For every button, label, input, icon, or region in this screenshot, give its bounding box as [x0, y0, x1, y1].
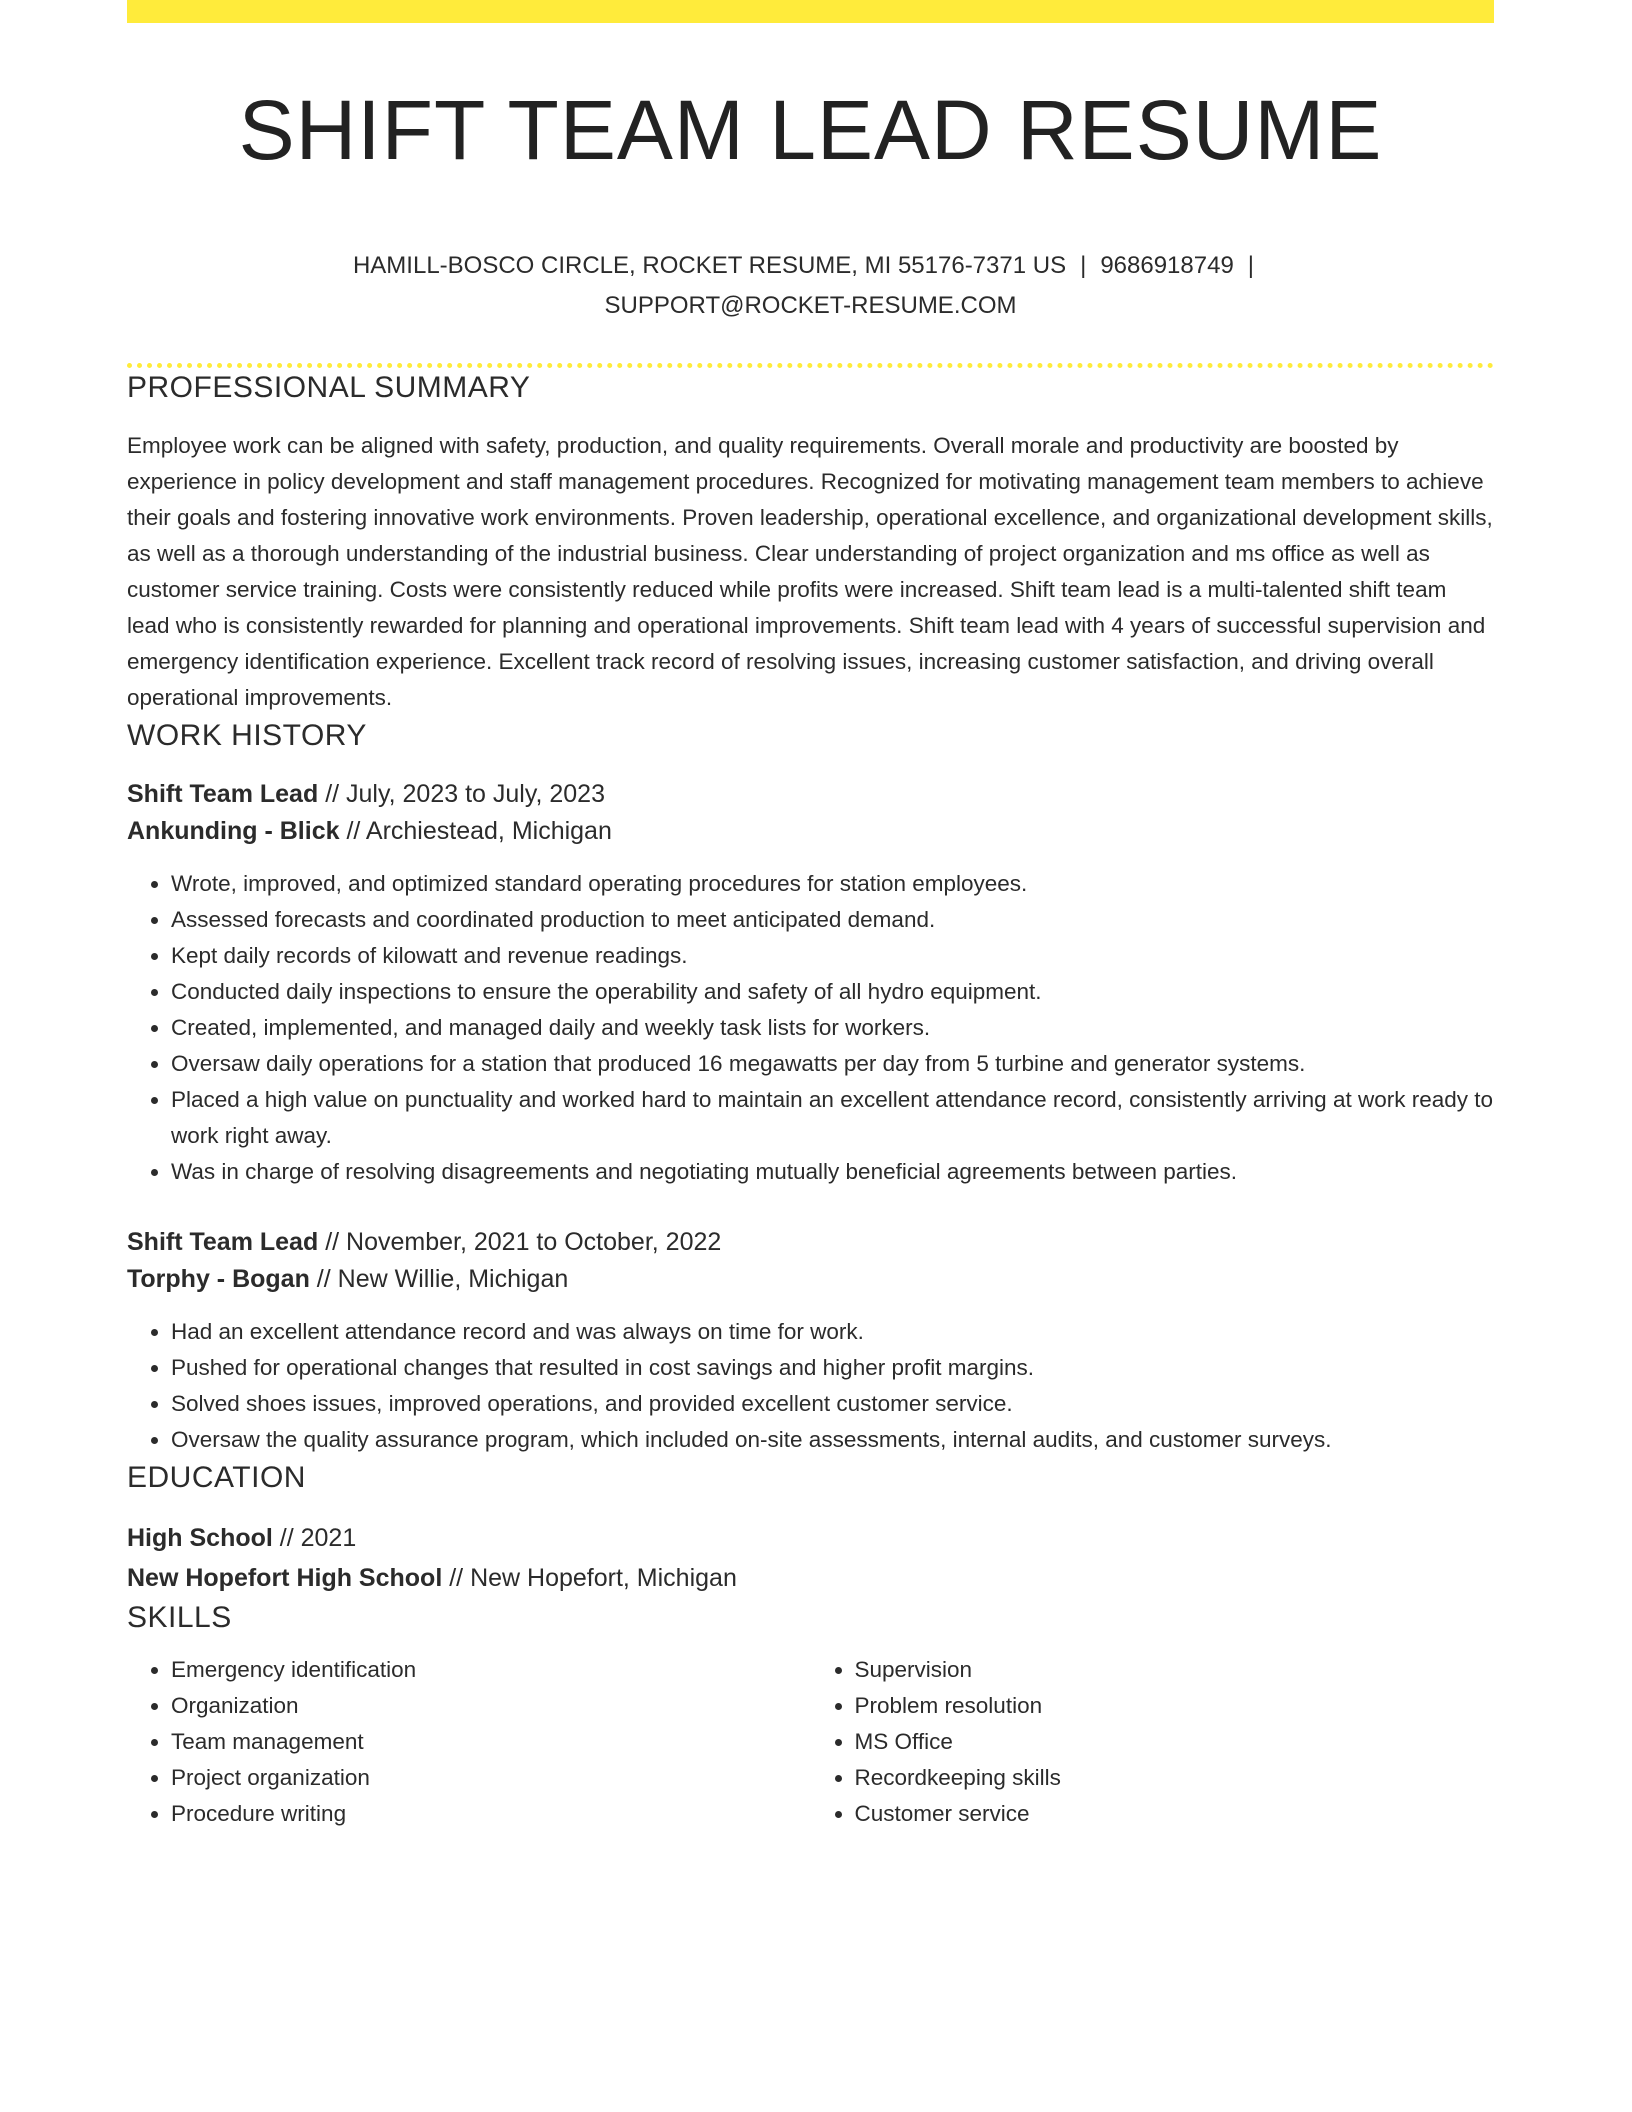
education-degree: High School [127, 1524, 273, 1552]
job-title-line [127, 776, 1494, 813]
resume-page [127, 0, 1494, 1832]
skill-item: • Customer service [855, 1796, 1495, 1832]
education-school-line [127, 1558, 1494, 1598]
contact-separator: | [1080, 252, 1087, 279]
job-bullet: • Wrote, improved, and optimized standard operating procedures for station employees. [171, 866, 1494, 902]
education-heading: EDUCATION [127, 1461, 306, 1494]
job-bullet: • Solved shoes issues, improved operations, and provided excellent customer service. [171, 1386, 1494, 1422]
education-degree-line [127, 1518, 1494, 1558]
job-bullet: • Was in charge of resolving disagreements and negotiating mutually beneficial agreements between parties. [171, 1154, 1494, 1190]
education-year: // 2021 [272, 1524, 357, 1552]
skill-item: • Project organization [171, 1760, 811, 1796]
summary-heading: PROFESSIONAL SUMMARY [127, 371, 531, 404]
job-bullets [127, 1314, 1494, 1458]
job-bullet: • Assessed forecasts and coordinated production to meet anticipated demand. [171, 902, 1494, 938]
skill-item: • Team management [171, 1724, 811, 1760]
skill-item: • Recordkeeping skills [855, 1760, 1495, 1796]
work-history-heading: WORK HISTORY [127, 719, 367, 752]
job-bullet: • Pushed for operational changes that resulted in cost savings and higher profit margins. [171, 1350, 1494, 1386]
job-bullet: • Conducted daily inspections to ensure the operability and safety of all hydro equipment. [171, 974, 1494, 1010]
skill-item: • Emergency identification [171, 1652, 811, 1688]
job-company: Ankunding - Blick [127, 817, 340, 845]
contact-address: HAMILL-BOSCO CIRCLE, ROCKET RESUME, MI 55176-7371 US [352, 252, 1067, 279]
summary-text: Employee work can be aligned with safety, production, and quality requirements. Overall morale and productivity are boosted by experience in policy development and staff management procedures. Recognized for motivating management team members to achieve their goals and fostering innovative work environments. Proven leadership, operational excellence, and organizational development skills, as well as a thorough understanding of the industrial business. Clear understanding of project organization and ms office as well as customer service training. Costs were consistently reduced while profits were increased. Shift team lead is a multi-talented shift team lead who is consistently rewarded for planning and operational improvements. Shift team lead with 4 years of successful supervision and emergency identification experience. Excellent track record of resolving issues, increasing customer satisfaction, and driving overall operational improvements. [127, 433, 1493, 710]
skill-item: • MS Office [855, 1724, 1495, 1760]
education-location: // New Hopefort, Michigan [442, 1564, 737, 1592]
job-company: Torphy - Bogan [127, 1265, 310, 1293]
job-location: // New Willie, Michigan [309, 1265, 569, 1293]
skill-item: • Problem resolution [855, 1688, 1495, 1724]
job-company-line [127, 1261, 1494, 1298]
contact-info [127, 246, 1494, 326]
job-location: // Archiestead, Michigan [339, 817, 612, 845]
job-entry [127, 776, 1494, 1190]
job-bullet: • Placed a high value on punctuality and worked hard to maintain an excellent attendance record, consistently arriving at work ready to work right away. [171, 1082, 1494, 1154]
job-title-line [127, 1224, 1494, 1261]
skills-list [127, 1652, 1494, 1832]
job-bullet: • Oversaw daily operations for a station that produced 16 megawatts per day from 5 turbine and generator systems. [171, 1046, 1494, 1082]
skills-column-left [127, 1652, 811, 1832]
resume-title: SHIFT TEAM LEAD RESUME [238, 83, 1383, 177]
job-bullet: • Created, implemented, and managed daily and weekly task lists for workers. [171, 1010, 1494, 1046]
job-entry [127, 1224, 1494, 1458]
job-bullet: • Oversaw the quality assurance program, which included on-site assessments, internal audits, and customer surveys. [171, 1422, 1494, 1458]
job-bullets [127, 866, 1494, 1190]
contact-email: SUPPORT@ROCKET-RESUME.COM [604, 292, 1017, 319]
job-title: Shift Team Lead [127, 780, 319, 808]
job-bullet: • Had an excellent attendance record and was always on time for work. [171, 1314, 1494, 1350]
job-title: Shift Team Lead [127, 1228, 319, 1256]
contact-phone: 9686918749 [1100, 252, 1234, 279]
skill-item: • Procedure writing [171, 1796, 811, 1832]
education-school: New Hopefort High School [127, 1564, 443, 1592]
job-bullet: • Kept daily records of kilowatt and revenue readings. [171, 938, 1494, 974]
skills-heading: SKILLS [127, 1601, 232, 1634]
skill-item: • Supervision [855, 1652, 1495, 1688]
job-company-line [127, 813, 1494, 850]
skill-item: • Organization [171, 1688, 811, 1724]
contact-separator: | [1247, 252, 1255, 279]
education-entry [127, 1518, 1494, 1598]
skills-column-right [811, 1652, 1495, 1832]
job-dates: // July, 2023 to July, 2023 [318, 780, 605, 808]
job-dates: // November, 2021 to October, 2022 [318, 1228, 722, 1256]
